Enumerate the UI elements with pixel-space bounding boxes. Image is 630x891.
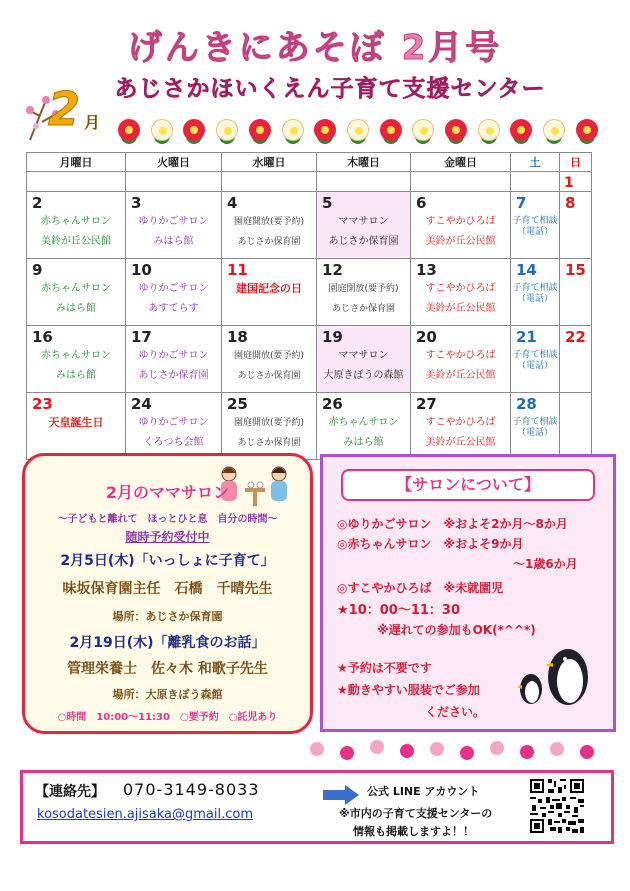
date-number: 15 [565,261,586,279]
day-header: 水曜日 [222,153,317,172]
event-place: あじさか保育園 [237,237,301,247]
event-label: 園庭開放(要予約) [328,284,399,294]
event-label: すこやかひろば [425,350,496,361]
date-number: 3 [131,194,142,212]
plum-blossom-decoration [300,738,610,760]
calendar-cell [317,192,411,259]
event-label: ゆりかごサロン [138,283,209,294]
event-place: （電話） [516,294,553,304]
line-note: ※市内の子育て支援センターの [339,807,493,820]
event-label: ママサロン [338,216,389,227]
event-label: 子育て相談 [512,283,558,293]
camellia-icon [151,119,173,141]
event-label: すこやかひろば [425,283,496,294]
calendar-cell [222,393,317,460]
date-number: 1 [564,175,574,191]
event-place: （電話） [516,428,553,438]
date-number: 17 [131,328,152,346]
date-number: 23 [32,395,53,413]
blossom-icon [550,742,564,756]
calendar-cell [126,192,222,259]
calendar-cell [222,192,317,259]
salon-info-box [320,454,616,732]
mama-salon-tagline: ～子どもと離れて ほっとひと息 自分の時間～ [57,514,278,525]
event-label: 赤ちゃんサロン [41,216,111,227]
blossom-icon [370,740,384,754]
date-number: 2 [32,194,43,212]
holiday-label: 建国記念の日 [236,282,302,295]
camellia-icon [478,119,500,141]
calendar-cell [411,326,511,393]
camellia-icon [282,119,304,141]
calendar-cell [560,393,592,460]
contact-box [20,770,614,844]
event-place: くろつち会館 [143,437,204,448]
date-number: 5 [322,194,333,212]
event-label: 園庭開放(要予約) [233,217,305,227]
event-place: 美鈴が丘公民館 [425,370,496,381]
calendar-cell [411,259,511,326]
date-number: 28 [516,395,537,413]
blossom-icon [580,745,594,759]
day-header: 金曜日 [411,153,511,172]
contact-email-link[interactable]: kosodatesien.ajisaka@gmail.com [37,807,254,822]
day-header: 月曜日 [27,153,126,172]
event1-place: 場所：あじさか保育園 [112,610,223,623]
blossom-icon [430,742,444,756]
line-note: 情報も掲載しますよ！！ [353,825,474,838]
blossom-icon [460,746,474,760]
event2-date: 2月19日(木)「離乳食のお話」 [69,635,266,651]
calendar-header-row [27,153,592,172]
camellia-icon [118,119,140,141]
calendar-cell [511,192,560,259]
event-label: 赤ちゃんサロン [41,350,111,361]
event-label: すこやかひろば [425,216,496,227]
camellia-icon [183,119,205,141]
calendar-cell [511,326,560,393]
salon-info-line: ★予約は不要です [337,661,432,675]
reservation-note: 随時予約受付中 [125,530,210,544]
event-place: みはら館 [56,303,96,314]
camellia-icon [576,119,598,141]
camellia-icon [347,119,369,141]
date-number: 21 [516,328,537,346]
camellia-icon [380,119,402,141]
salon-info-line: ください。 [425,705,486,719]
event-label: 園庭開放(要予約) [233,351,305,361]
event-place: （電話） [516,227,553,237]
camellia-decoration [118,114,598,146]
camellia-icon [445,119,467,141]
calendar-row [27,259,592,326]
date-number: 14 [516,261,537,279]
event1-speaker: 味坂保育園主任 石橋 千晴先生 [62,581,273,597]
event-place: あじさか保育園 [237,371,301,381]
date-number: 24 [131,395,152,413]
event-label: ゆりかごサロン [138,216,209,227]
event1-date: 2月5日(木)「いっしょに子育て」 [60,553,275,569]
event-place: 大原きぼうの森館 [323,370,404,381]
date-number: 19 [322,328,343,346]
event-label: ママサロン [338,350,389,361]
salon-info-line: ～1歳6か月 [513,557,578,571]
event2-place: 場所：大原きぼう森館 [112,688,223,701]
camellia-icon [510,119,532,141]
camellia-icon [249,119,271,141]
event-label: 園庭開放(要予約) [233,418,305,428]
day-header: 日 [560,153,592,172]
calendar-cell [126,326,222,393]
salon-info-line: ★動きやすい服装でご参加 [337,683,480,697]
date-number: 11 [227,261,248,279]
calendar-cell [126,393,222,460]
mama-salon-box [22,453,313,734]
blossom-icon [310,742,324,756]
camellia-icon [314,119,336,141]
event-place: あすてらす [148,303,199,314]
contact-phone[interactable]: 070-3149-8033 [123,780,260,799]
salon-info-line: ※遅れての参加もOK(*^^*) [377,623,536,637]
event-place: みはら館 [343,437,384,448]
calendar-cell [560,326,592,393]
calendar-row [27,192,592,259]
event-place: （電話） [516,361,553,371]
event-place: 美鈴が丘公民館 [41,236,111,247]
event-place: あじさか保育園 [138,370,209,381]
event-label: 子育て相談 [512,350,558,360]
event-place: みはら館 [56,370,96,381]
event-label: すこやかひろば [425,417,496,428]
calendar-cell [126,259,222,326]
calendar-cell [511,393,560,460]
blossom-icon [490,741,504,755]
event-place: 美鈴が丘公民館 [425,236,496,247]
salon-info-line: ★10：00～11：30 [337,603,461,618]
holiday-label: 天皇誕生日 [48,416,104,429]
month-unit: 月 [84,113,101,132]
date-number: 8 [565,194,576,212]
date-number: 27 [416,395,437,413]
calendar-cell [560,192,592,259]
calendar-cell [317,393,411,460]
calendar-cell [27,393,126,460]
date-number: 22 [565,328,586,346]
camellia-icon [412,119,434,141]
penguin-icon [513,635,593,707]
mama-salon-footer: ○時間 10:00～11:30 ○要予約 ○託児あり [57,712,278,723]
date-number: 7 [516,194,527,212]
calendar-cell [511,259,560,326]
event-label: 赤ちゃんサロン [41,283,111,294]
salon-info-line: ◎すこやかひろば ※未就園児 [337,581,504,595]
salon-info-line: ◎ゆりかごサロン ※およそ2か月～8か月 [337,517,568,531]
calendar-cell [317,326,411,393]
event-label: 子育て相談 [512,417,558,427]
event-place: 美鈴が丘公民館 [425,437,496,448]
camellia-icon [216,119,238,141]
calendar-cell [222,259,317,326]
day-header: 土 [511,153,560,172]
calendar-row [27,172,592,192]
contact-label: 【連絡先】 [35,784,105,800]
month-badge [32,82,104,142]
calendar-cell [222,326,317,393]
date-number: 10 [131,261,152,279]
event2-speaker: 管理栄養士 佐々木 和歌子先生 [67,661,268,677]
calendar-cell [411,393,511,460]
event-place: みはら館 [153,236,194,247]
calendar-row [27,326,592,393]
calendar-table [26,152,592,460]
calendar-cell [27,326,126,393]
calendar-cell [411,192,511,259]
calendar-cell [560,259,592,326]
event-place: あじさか保育園 [328,236,399,247]
arrow-right-icon [323,785,359,805]
date-number: 18 [227,328,248,346]
qr-code[interactable] [528,777,586,835]
camellia-icon [543,119,565,141]
mama-salon-title: 2月のママサロン [105,483,230,502]
event-place: 美鈴が丘公民館 [425,303,496,314]
date-number: 25 [227,395,248,413]
newsletter-subtitle: あじさかほいくえん子育て支援センター [114,76,546,102]
salon-info-line: ◎赤ちゃんサロン ※およそ9か月 [337,537,524,551]
event-label: 赤ちゃんサロン [328,417,399,428]
date-number: 16 [32,328,53,346]
blossom-icon [400,744,414,758]
event-label: 子育て相談 [512,216,558,226]
blossom-icon [340,746,354,760]
calendar-row [27,393,592,460]
date-number: 12 [322,261,343,279]
date-number: 26 [322,395,343,413]
event-place: あじさか保育園 [331,304,395,314]
event-label: ゆりかごサロン [138,350,209,361]
calendar-cell [27,192,126,259]
salon-info-title: 【サロンについて】 [341,469,595,501]
newsletter-title: げんきにあそぼ 2月号 [127,28,503,68]
day-header: 火曜日 [126,153,222,172]
line-account-label: 公式 LINE アカウント [367,785,480,798]
event-label: ゆりかごサロン [138,417,209,428]
date-number: 13 [416,261,437,279]
month-number: 2 [48,82,81,136]
blossom-icon [520,745,534,759]
date-number: 4 [227,194,238,212]
date-number: 9 [32,261,43,279]
date-number: 6 [416,194,427,212]
calendar-cell [27,259,126,326]
calendar-cell [317,259,411,326]
event-place: あじさか保育園 [237,438,301,448]
day-header: 木曜日 [317,153,411,172]
date-number: 20 [416,328,437,346]
